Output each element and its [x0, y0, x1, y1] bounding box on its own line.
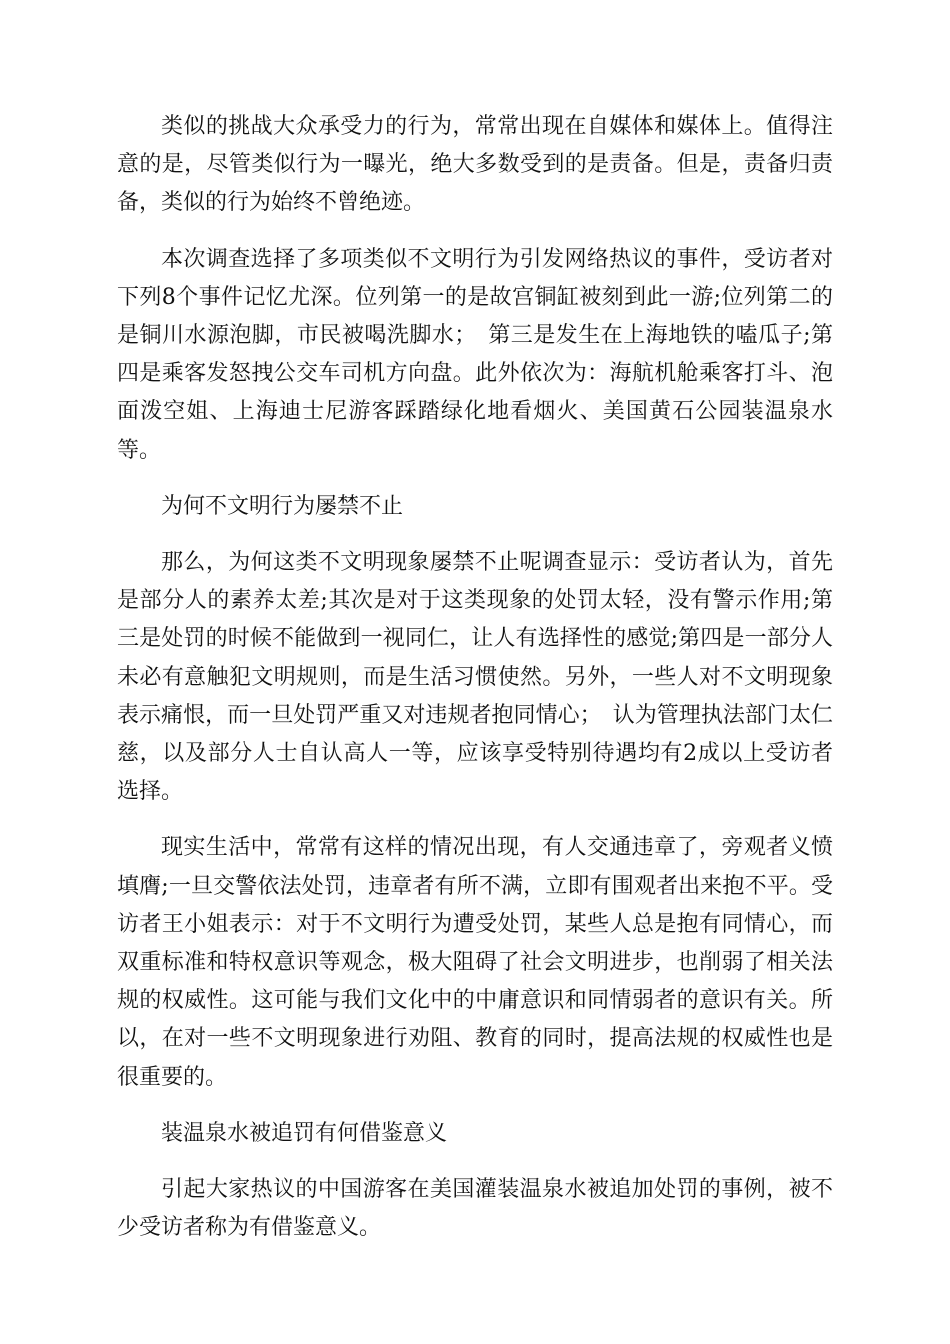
paragraph-hot-spring: 引起大家热议的中国游客在美国灌装温泉水被追加处罚的事例，被不少受访者称为有借鉴意义。 — [117, 1177, 833, 1241]
paragraph-survey-reasons: 那么，为何这类不文明现象屡禁不止呢调查显示：受访者认为，首先是部分人的素养太差;其次是对于这类现象的处罚太轻，没有警示作用;第三是处罚的时候不能做到一视同仁，让人有选择性的感觉;第四是一部分人未必有意触犯文明规则，而是生活习惯使然。另外，一些人对不文明现象表示痛恨，而一旦处罚严重又对违规者抱同情心； 认为管理执法部门太仁慈，以及部分人士自认高人一等，应该享受特别待遇均有2成以上受访者选择。 — [117, 550, 833, 805]
section-heading-hot-spring: 装温泉水被追罚有何借鉴意义 — [161, 1120, 448, 1146]
paragraph-intro: 类似的挑战大众承受力的行为，常常出现在自媒体和媒体上。值得注意的是，尽管类似行为一曝光，绝大多数受到的是责备。但是，责备归责备，类似的行为始终不曾绝迹。 — [117, 114, 833, 216]
document-page — [117, 108, 833, 1265]
section-heading-why-persist: 为何不文明行为屡禁不止 — [161, 493, 404, 519]
paragraph-survey-events: 本次调查选择了多项类似不文明行为引发网络热议的事件，受访者对下列8个事件记忆尤深。位列第一的是故宫铜缸被刻到此一游;位列第二的是铜川水源泡脚，市民被喝洗脚水； 第三是发生在上海地铁的嗑瓜子;第四是乘客发怒拽公交车司机方向盘。此外依次为：海航机舱乘客打斗、泡面泼空姐、上海迪士尼游客踩踏绿化地看烟火、美国黄石公园装温泉水等。 — [117, 246, 833, 463]
paragraph-real-life: 现实生活中，常常有这样的情况出现，有人交通违章了，旁观者义愤填膺;一旦交警依法处罚，违章者有所不满，立即有围观者出来抱不平。受访者王小姐表示：对于不文明行为遭受处罚，某些人总是抱有同情心，而双重标准和特权意识等观念，极大阻碍了社会文明进步，也削弱了相关法规的权威性。这可能与我们文化中的中庸意识和同情弱者的意识有关。所以，在对一些不文明现象进行劝阻、教育的同时，提高法规的权威性也是很重要的。 — [117, 835, 833, 1090]
